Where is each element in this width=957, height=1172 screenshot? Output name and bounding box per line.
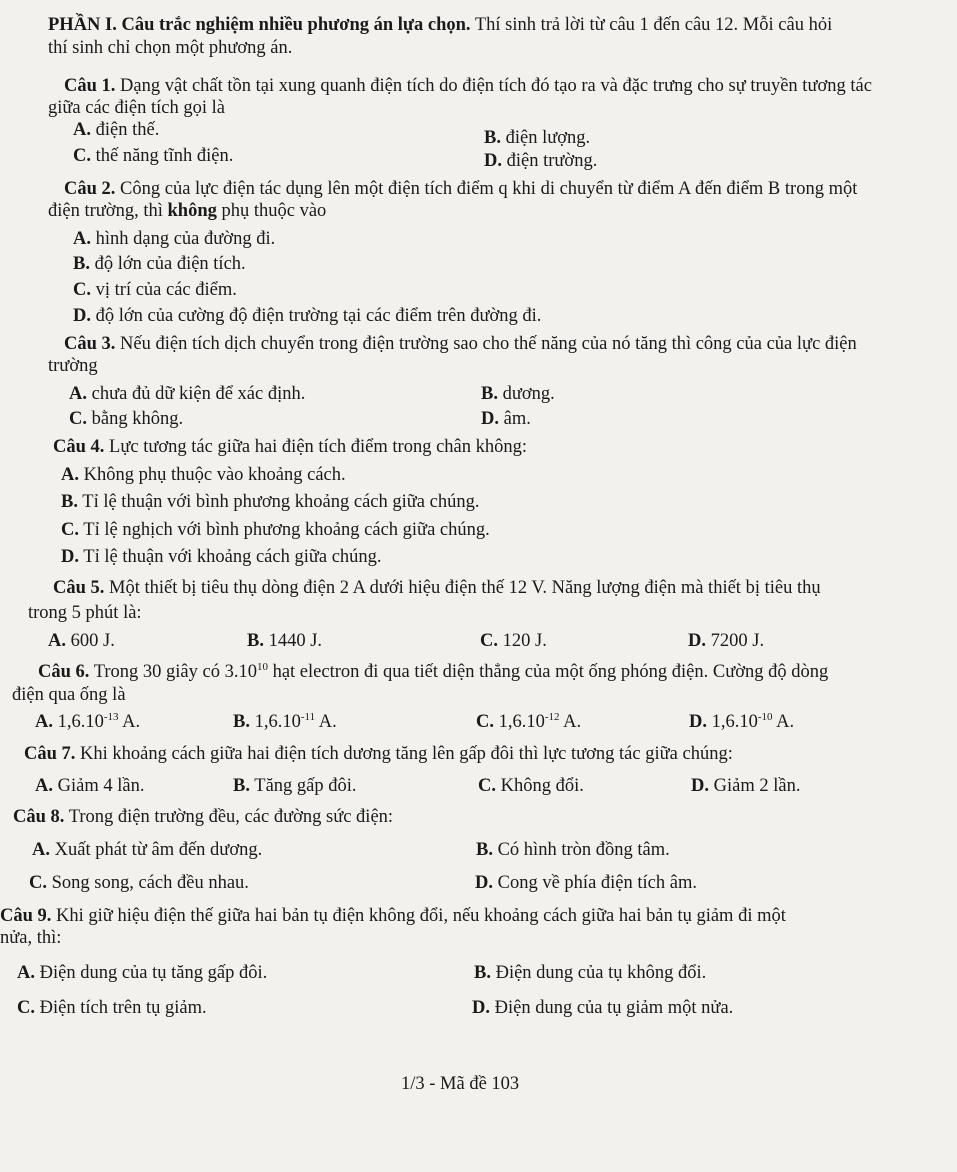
question-3-line1 [64, 333, 857, 355]
question-5-number: Câu 5. [53, 578, 105, 598]
question-1-option-c [73, 145, 233, 167]
question-6-exponent: 10 [256, 660, 268, 673]
option-letter: B. [476, 840, 493, 860]
question-6-text: Trong 30 giây có 3.10 [89, 662, 257, 682]
question-2-option-d [73, 305, 541, 327]
option-letter: A. [73, 120, 91, 140]
option-text: vị trí của các điểm. [95, 280, 237, 300]
question-6-line1 [38, 661, 828, 683]
question-9-option-c [17, 997, 207, 1019]
option-exponent: -11 [300, 710, 316, 723]
option-letter: C. [29, 873, 47, 893]
question-2-text-part: điện trường, thì [48, 201, 168, 221]
question-3-line2: trường [48, 356, 98, 376]
option-text: Xuất phát từ âm đến dương. [54, 840, 263, 860]
option-unit: A. [118, 712, 141, 732]
option-text: bằng không. [91, 409, 184, 429]
question-7-option-a [35, 775, 144, 797]
option-letter: D. [691, 776, 709, 796]
question-1-option-a [73, 119, 159, 141]
option-unit: A. [559, 712, 582, 732]
question-2-number: Câu 2. [64, 179, 116, 199]
question-2-line1 [64, 178, 857, 200]
option-letter: D. [484, 151, 502, 171]
option-text: 600 J. [70, 631, 115, 651]
option-text: điện trường. [506, 151, 598, 171]
question-5-text: Một thiết bị tiêu thụ dòng điện 2 A dưới hiệu điện thế 12 V. Năng lượng điện mà thiết bị tiêu thụ [104, 578, 821, 598]
question-5-option-c [480, 630, 547, 652]
question-4-text: Lực tương tác giữa hai điện tích điểm trong chân không: [104, 437, 528, 457]
option-text: hình dạng của đường đi. [95, 229, 276, 249]
option-exponent: -13 [103, 710, 119, 723]
option-text: độ lớn của cường độ điện trường tại các điểm trên đường đi. [95, 306, 542, 326]
option-text: 1,6.10 [254, 712, 301, 732]
option-text: Giảm 4 lần. [57, 776, 145, 796]
option-text: điện lượng. [505, 128, 591, 148]
option-text: điện thế. [95, 120, 160, 140]
question-6-text: hạt electron đi qua tiết diện thẳng của một ống phóng điện. Cường độ dòng [267, 662, 829, 682]
question-3-number: Câu 3. [64, 334, 116, 354]
question-2-text: Công của lực điện tác dụng lên một điện tích điểm q khi di chuyển từ điểm A đến điểm B trong một [115, 179, 858, 199]
question-3-option-b [481, 383, 555, 405]
question-1-option-b [484, 127, 590, 149]
option-text: thế năng tĩnh điện. [95, 146, 234, 166]
question-8-option-b [476, 839, 670, 861]
option-text: Song song, cách đều nhau. [51, 873, 249, 893]
option-text: âm. [503, 409, 531, 429]
question-5-line1 [53, 577, 821, 599]
option-text: Điện dung của tụ tăng gấp đôi. [39, 963, 268, 983]
question-9-number: Câu 9. [0, 906, 52, 926]
question-5-line2: trong 5 phút là: [28, 603, 142, 623]
option-text: 7200 J. [710, 631, 765, 651]
option-letter: C. [61, 520, 79, 540]
option-letter: A. [35, 712, 53, 732]
option-letter: A. [17, 963, 35, 983]
option-text: Tỉ lệ thuận với khoảng cách giữa chúng. [83, 547, 382, 567]
option-text: 1440 J. [268, 631, 323, 651]
option-letter: A. [73, 229, 91, 249]
option-letter: B. [73, 254, 90, 274]
question-3-option-c [69, 408, 183, 430]
option-letter: D. [688, 631, 706, 651]
question-7-text: Khi khoảng cách giữa hai điện tích dương tăng lên gấp đôi thì lực tương tác giữa chúng: [75, 744, 733, 764]
question-7-option-c [478, 775, 584, 797]
question-4-option-d [61, 546, 382, 568]
question-9-line1 [0, 905, 786, 927]
question-6-option-a [35, 711, 140, 733]
option-letter: B. [233, 712, 250, 732]
question-4-option-a [61, 464, 346, 486]
question-1-line1 [64, 75, 872, 97]
question-3-option-a [69, 383, 305, 405]
option-letter: A. [48, 631, 66, 651]
option-unit: A. [772, 712, 795, 732]
option-text: Điện dung của tụ giảm một nửa. [494, 998, 734, 1018]
question-9-text: Khi giữ hiệu điện thế giữa hai bản tụ điện không đổi, nếu khoảng cách giữa hai bản tụ giảm đi một [51, 906, 786, 926]
option-letter: B. [474, 963, 491, 983]
question-5-option-a [48, 630, 115, 652]
option-exponent: -10 [757, 710, 773, 723]
question-6-number: Câu 6. [38, 662, 90, 682]
option-text: Không đổi. [500, 776, 584, 796]
option-text: Cong về phía điện tích âm. [497, 873, 697, 893]
option-letter: A. [32, 840, 50, 860]
option-letter: C. [476, 712, 494, 732]
option-text: Không phụ thuộc vào khoảng cách. [83, 465, 346, 485]
option-letter: C. [73, 146, 91, 166]
question-6-option-c [476, 711, 581, 733]
question-4-line1 [53, 436, 527, 458]
option-letter: B. [484, 128, 501, 148]
section-heading [48, 14, 832, 36]
option-text: 1,6.10 [57, 712, 104, 732]
question-4-option-c [61, 519, 490, 541]
option-letter: D. [472, 998, 490, 1018]
option-letter: C. [478, 776, 496, 796]
option-letter: D. [481, 409, 499, 429]
option-text: Tỉ lệ nghịch với bình phương khoảng cách giữa chúng. [83, 520, 490, 540]
question-2-option-b [73, 253, 246, 275]
question-2-emphasis: không [167, 201, 217, 221]
option-letter: C. [73, 280, 91, 300]
question-7-option-d [691, 775, 800, 797]
option-text: độ lớn của điện tích. [94, 254, 246, 274]
question-9-option-d [472, 997, 733, 1019]
question-1-option-d [484, 150, 597, 172]
option-letter: D. [475, 873, 493, 893]
question-2-text-part: phụ thuộc vào [216, 201, 327, 221]
question-8-text: Trong điện trường đều, các đường sức điện: [64, 807, 394, 827]
question-5-option-d [688, 630, 764, 652]
question-8-number: Câu 8. [13, 807, 65, 827]
option-text: Điện dung của tụ không đổi. [495, 963, 707, 983]
question-7-line1 [24, 743, 733, 765]
question-6-option-d [689, 711, 794, 733]
question-2-option-c [73, 279, 237, 301]
option-letter: D. [61, 547, 79, 567]
question-9-line2: nửa, thì: [0, 928, 62, 948]
question-4-option-b [61, 491, 479, 513]
question-8-option-d [475, 872, 697, 894]
option-text: 1,6.10 [498, 712, 545, 732]
option-letter: D. [689, 712, 707, 732]
option-text: 1,6.10 [711, 712, 758, 732]
question-2-option-a [73, 228, 275, 250]
option-letter: C. [480, 631, 498, 651]
option-text: 120 J. [502, 631, 547, 651]
option-text: Tỉ lệ thuận với bình phương khoảng cách giữa chúng. [82, 492, 480, 512]
option-text: dương. [502, 384, 555, 404]
question-8-line1 [13, 806, 393, 828]
section-title: PHẦN I. Câu trắc nghiệm nhiều phương án lựa chọn. [48, 15, 471, 35]
question-8-option-a [32, 839, 262, 861]
question-3-text: Nếu điện tích dịch chuyển trong điện trường sao cho thế năng của nó tăng thì công của của lực điện [115, 334, 857, 354]
question-6-option-b [233, 711, 337, 733]
question-4-number: Câu 4. [53, 437, 105, 457]
option-letter: A. [69, 384, 87, 404]
option-text: chưa đủ dữ kiện để xác định. [91, 384, 306, 404]
question-8-option-c [29, 872, 249, 894]
option-letter: B. [481, 384, 498, 404]
question-1-line2: giữa các điện tích gọi là [48, 98, 225, 118]
option-unit: A. [315, 712, 337, 732]
section-instruction: Thí sinh trả lời từ câu 1 đến câu 12. Mỗi câu hỏi [470, 15, 833, 35]
question-1-text: Dạng vật chất tồn tại xung quanh điện tích do điện tích đó tạo ra và đặc trưng cho sự truyền tương tác [115, 76, 872, 96]
question-7-number: Câu 7. [24, 744, 76, 764]
option-letter: C. [69, 409, 87, 429]
section-instruction-line2: thí sinh chỉ chọn một phương án. [48, 38, 293, 58]
option-text: Điện tích trên tụ giảm. [39, 998, 207, 1018]
option-text: Có hình tròn đồng tâm. [497, 840, 670, 860]
option-exponent: -12 [544, 710, 560, 723]
option-letter: B. [233, 776, 250, 796]
option-text: Giảm 2 lần. [713, 776, 801, 796]
option-letter: B. [61, 492, 78, 512]
option-letter: A. [35, 776, 53, 796]
option-letter: D. [73, 306, 91, 326]
option-letter: B. [247, 631, 264, 651]
option-letter: C. [17, 998, 35, 1018]
question-9-option-a [17, 962, 267, 984]
question-1-number: Câu 1. [64, 76, 116, 96]
question-2-line2 [48, 200, 326, 222]
question-5-option-b [247, 630, 322, 652]
option-letter: A. [61, 465, 79, 485]
question-6-line2: điện qua ống là [12, 685, 126, 705]
question-9-option-b [474, 962, 706, 984]
question-3-option-d [481, 408, 531, 430]
page-footer: 1/3 - Mã đề 103 [401, 1074, 520, 1094]
question-7-option-b [233, 775, 357, 797]
option-text: Tăng gấp đôi. [254, 776, 357, 796]
